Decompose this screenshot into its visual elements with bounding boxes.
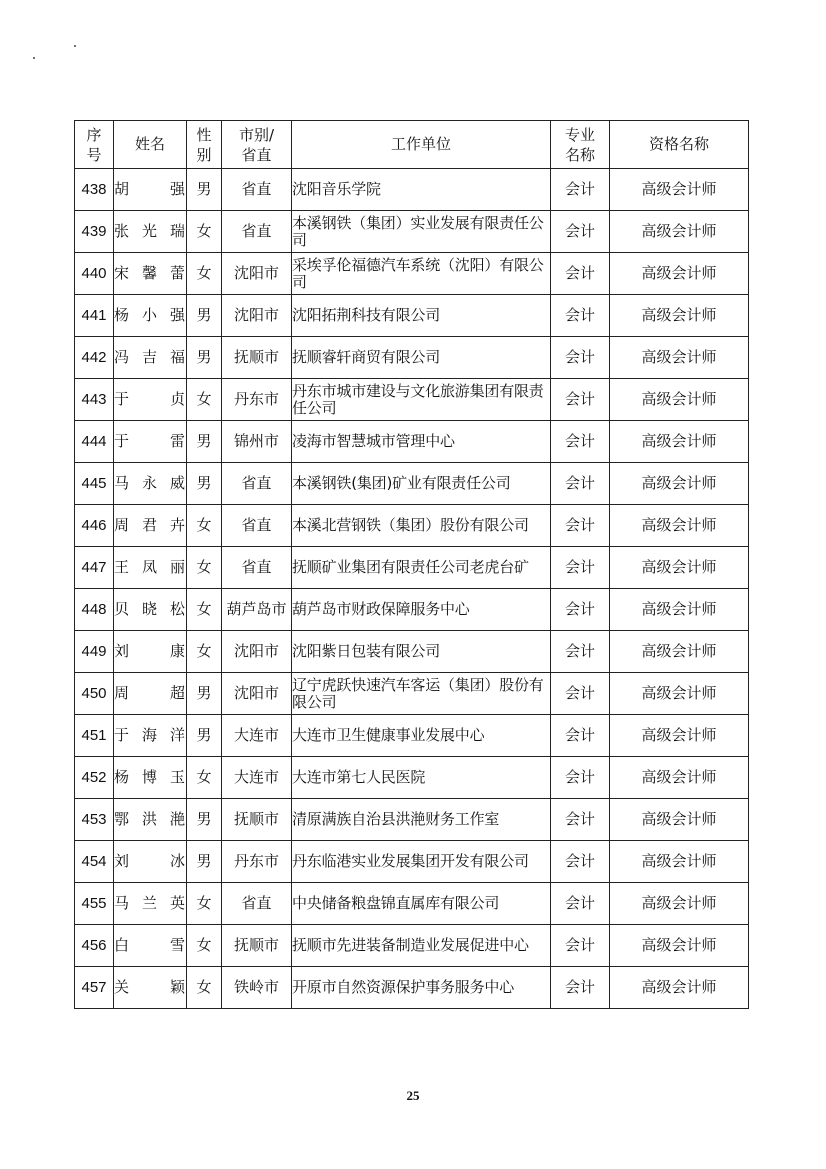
cell-unit: 中央储备粮盘锦直属库有限公司 [292,883,551,925]
cell-no: 438 [75,169,114,211]
cell-qualification: 高级会计师 [610,757,749,799]
cell-unit: 丹东临港实业发展集团开发有限公司 [292,841,551,883]
scan-specks [0,0,120,80]
table-body [75,169,749,1009]
cell-name: 周君卉 [114,505,187,547]
cell-gender: 女 [187,925,222,967]
cell-unit: 大连市卫生健康事业发展中心 [292,715,551,757]
table-row [75,379,749,421]
cell-no: 441 [75,295,114,337]
cell-unit: 沈阳拓荆科技有限公司 [292,295,551,337]
cell-qualification: 高级会计师 [610,211,749,253]
cell-no: 454 [75,841,114,883]
table-row [75,799,749,841]
qualification-roster-table [74,120,749,1009]
header-major: 专业名称 [551,121,610,169]
table-row [75,169,749,211]
cell-name: 王凤丽 [114,547,187,589]
cell-city: 沈阳市 [222,253,292,295]
table-row [75,673,749,715]
cell-unit: 采埃孚伦福德汽车系统（沈阳）有限公司 [292,253,551,295]
cell-major: 会计 [551,631,610,673]
cell-no: 452 [75,757,114,799]
cell-unit: 本溪钢铁(集团)矿业有限责任公司 [292,463,551,505]
cell-name: 于贞 [114,379,187,421]
cell-qualification: 高级会计师 [610,379,749,421]
cell-no: 447 [75,547,114,589]
cell-city: 锦州市 [222,421,292,463]
cell-city: 省直 [222,547,292,589]
cell-no: 444 [75,421,114,463]
cell-major: 会计 [551,799,610,841]
cell-unit: 抚顺市先进装备制造业发展促进中心 [292,925,551,967]
table-row [75,841,749,883]
cell-major: 会计 [551,925,610,967]
cell-city: 抚顺市 [222,925,292,967]
cell-city: 铁岭市 [222,967,292,1009]
cell-qualification: 高级会计师 [610,421,749,463]
cell-no: 448 [75,589,114,631]
cell-qualification: 高级会计师 [610,169,749,211]
cell-unit: 葫芦岛市财政保障服务中心 [292,589,551,631]
table-row [75,715,749,757]
cell-unit: 沈阳音乐学院 [292,169,551,211]
cell-city: 抚顺市 [222,337,292,379]
cell-name: 马永威 [114,463,187,505]
cell-major: 会计 [551,211,610,253]
cell-unit: 抚顺睿轩商贸有限公司 [292,337,551,379]
table-row [75,631,749,673]
table-row [75,925,749,967]
cell-name: 杨小强 [114,295,187,337]
cell-no: 450 [75,673,114,715]
cell-major: 会计 [551,883,610,925]
table-row [75,463,749,505]
cell-major: 会计 [551,337,610,379]
cell-major: 会计 [551,421,610,463]
cell-major: 会计 [551,757,610,799]
cell-gender: 男 [187,799,222,841]
cell-name: 胡强 [114,169,187,211]
cell-qualification: 高级会计师 [610,631,749,673]
table-row [75,547,749,589]
cell-city: 丹东市 [222,841,292,883]
cell-gender: 女 [187,631,222,673]
cell-gender: 男 [187,169,222,211]
cell-gender: 男 [187,337,222,379]
cell-unit: 辽宁虎跃快速汽车客运（集团）股份有限公司 [292,673,551,715]
cell-gender: 女 [187,547,222,589]
cell-qualification: 高级会计师 [610,547,749,589]
cell-city: 省直 [222,505,292,547]
cell-no: 449 [75,631,114,673]
header-name: 姓名 [114,121,187,169]
cell-unit: 大连市第七人民医院 [292,757,551,799]
table-row [75,757,749,799]
cell-city: 沈阳市 [222,631,292,673]
cell-gender: 女 [187,589,222,631]
table-row [75,883,749,925]
cell-major: 会计 [551,715,610,757]
cell-qualification: 高级会计师 [610,799,749,841]
cell-name: 关颖 [114,967,187,1009]
cell-name: 贝晓松 [114,589,187,631]
cell-name: 刘康 [114,631,187,673]
cell-city: 省直 [222,463,292,505]
cell-no: 439 [75,211,114,253]
cell-gender: 男 [187,295,222,337]
cell-name: 白雪 [114,925,187,967]
cell-city: 省直 [222,883,292,925]
cell-major: 会计 [551,673,610,715]
cell-major: 会计 [551,505,610,547]
cell-major: 会计 [551,253,610,295]
cell-major: 会计 [551,463,610,505]
cell-gender: 男 [187,463,222,505]
cell-qualification: 高级会计师 [610,295,749,337]
cell-qualification: 高级会计师 [610,253,749,295]
cell-city: 葫芦岛市 [222,589,292,631]
cell-qualification: 高级会计师 [610,505,749,547]
table-row [75,505,749,547]
cell-unit: 本溪北营钢铁（集团）股份有限公司 [292,505,551,547]
cell-name: 于海洋 [114,715,187,757]
cell-gender: 女 [187,967,222,1009]
header-gender: 性别 [187,121,222,169]
cell-city: 大连市 [222,715,292,757]
cell-city: 沈阳市 [222,673,292,715]
cell-unit: 凌海市智慧城市管理中心 [292,421,551,463]
cell-unit: 本溪钢铁（集团）实业发展有限责任公司 [292,211,551,253]
table-row [75,967,749,1009]
cell-gender: 女 [187,883,222,925]
cell-city: 沈阳市 [222,295,292,337]
cell-gender: 男 [187,715,222,757]
cell-name: 刘冰 [114,841,187,883]
cell-gender: 女 [187,757,222,799]
table-header-row [75,121,749,169]
header-city: 市别/省直 [222,121,292,169]
cell-major: 会计 [551,967,610,1009]
cell-name: 宋馨蕾 [114,253,187,295]
cell-name: 张光瑞 [114,211,187,253]
cell-gender: 女 [187,253,222,295]
table-row [75,295,749,337]
table-row [75,421,749,463]
table-row [75,337,749,379]
table-row [75,589,749,631]
cell-qualification: 高级会计师 [610,463,749,505]
cell-gender: 男 [187,421,222,463]
cell-no: 443 [75,379,114,421]
cell-qualification: 高级会计师 [610,337,749,379]
table-row [75,211,749,253]
cell-no: 445 [75,463,114,505]
cell-gender: 女 [187,505,222,547]
cell-name: 冯吉福 [114,337,187,379]
cell-city: 大连市 [222,757,292,799]
cell-qualification: 高级会计师 [610,925,749,967]
cell-no: 456 [75,925,114,967]
cell-name: 马兰英 [114,883,187,925]
page-number: 25 [406,1088,420,1103]
cell-name: 鄂洪滟 [114,799,187,841]
cell-city: 抚顺市 [222,799,292,841]
cell-major: 会计 [551,295,610,337]
cell-unit: 清原满族自治县洪滟财务工作室 [292,799,551,841]
cell-major: 会计 [551,841,610,883]
cell-qualification: 高级会计师 [610,883,749,925]
table-row [75,253,749,295]
cell-unit: 丹东市城市建设与文化旅游集团有限责任公司 [292,379,551,421]
cell-no: 451 [75,715,114,757]
cell-no: 457 [75,967,114,1009]
cell-name: 杨博玉 [114,757,187,799]
cell-city: 省直 [222,211,292,253]
cell-gender: 男 [187,841,222,883]
header-no: 序号 [75,121,114,169]
cell-major: 会计 [551,169,610,211]
cell-qualification: 高级会计师 [610,715,749,757]
cell-major: 会计 [551,379,610,421]
cell-name: 于雷 [114,421,187,463]
cell-no: 440 [75,253,114,295]
cell-qualification: 高级会计师 [610,673,749,715]
cell-major: 会计 [551,589,610,631]
cell-gender: 男 [187,673,222,715]
header-qualification: 资格名称 [610,121,749,169]
cell-unit: 抚顺矿业集团有限责任公司老虎台矿 [292,547,551,589]
cell-qualification: 高级会计师 [610,967,749,1009]
header-unit: 工作单位 [292,121,551,169]
cell-unit: 开原市自然资源保护事务服务中心 [292,967,551,1009]
cell-no: 453 [75,799,114,841]
cell-qualification: 高级会计师 [610,841,749,883]
cell-gender: 女 [187,211,222,253]
cell-no: 446 [75,505,114,547]
cell-city: 丹东市 [222,379,292,421]
cell-no: 455 [75,883,114,925]
cell-major: 会计 [551,547,610,589]
cell-gender: 女 [187,379,222,421]
cell-city: 省直 [222,169,292,211]
cell-unit: 沈阳紫日包装有限公司 [292,631,551,673]
cell-name: 周超 [114,673,187,715]
cell-qualification: 高级会计师 [610,589,749,631]
cell-no: 442 [75,337,114,379]
